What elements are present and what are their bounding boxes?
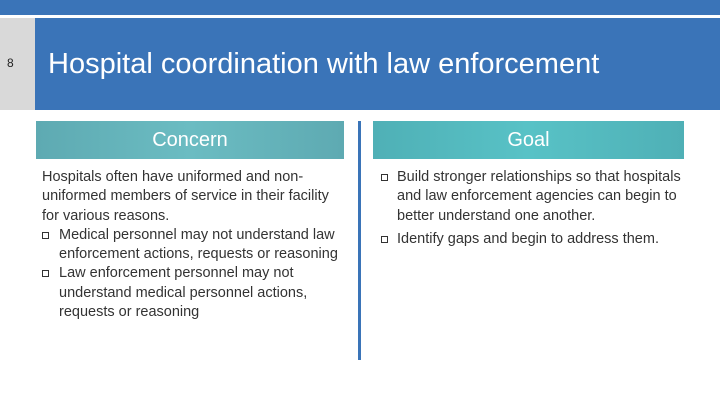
concern-bullet-item <box>42 226 342 265</box>
goal-bullet-item <box>381 230 681 249</box>
concern-header: Concern <box>36 121 344 159</box>
goal-bullet-text: Build stronger relationships so that hospitals and law enforcement agencies can begin to better understand one another. <box>397 169 681 224</box>
slide-number-box <box>0 18 35 110</box>
concern-bullet-list <box>42 226 342 322</box>
slide-number: 8 <box>7 56 14 70</box>
goal-header: Goal <box>373 121 684 159</box>
goal-bullet-text: Identify gaps and begin to address them. <box>397 230 659 247</box>
concern-intro: Hospitals often have uniformed and non-uniformed members of service in their facility for various reasons. <box>42 169 329 224</box>
column-divider <box>358 121 361 360</box>
goal-bullet-list <box>381 168 681 249</box>
top-accent-band <box>0 0 720 15</box>
goal-bullet-item <box>381 168 681 226</box>
slide-title: Hospital coordination with law enforcement <box>48 48 600 80</box>
concern-bullet-text: Law enforcement personnel may not understand medical personnel actions, requests or reasoning <box>59 265 308 321</box>
concern-bullet-text: Medical personnel may not understand law enforcement actions, requests or reasoning <box>59 226 338 263</box>
square-bullet-icon <box>381 174 388 181</box>
concern-content <box>42 168 342 322</box>
concern-bullet-item <box>42 264 342 322</box>
square-bullet-icon <box>381 236 388 243</box>
square-bullet-icon <box>42 270 49 277</box>
square-bullet-icon <box>42 232 49 239</box>
goal-content <box>381 168 681 249</box>
